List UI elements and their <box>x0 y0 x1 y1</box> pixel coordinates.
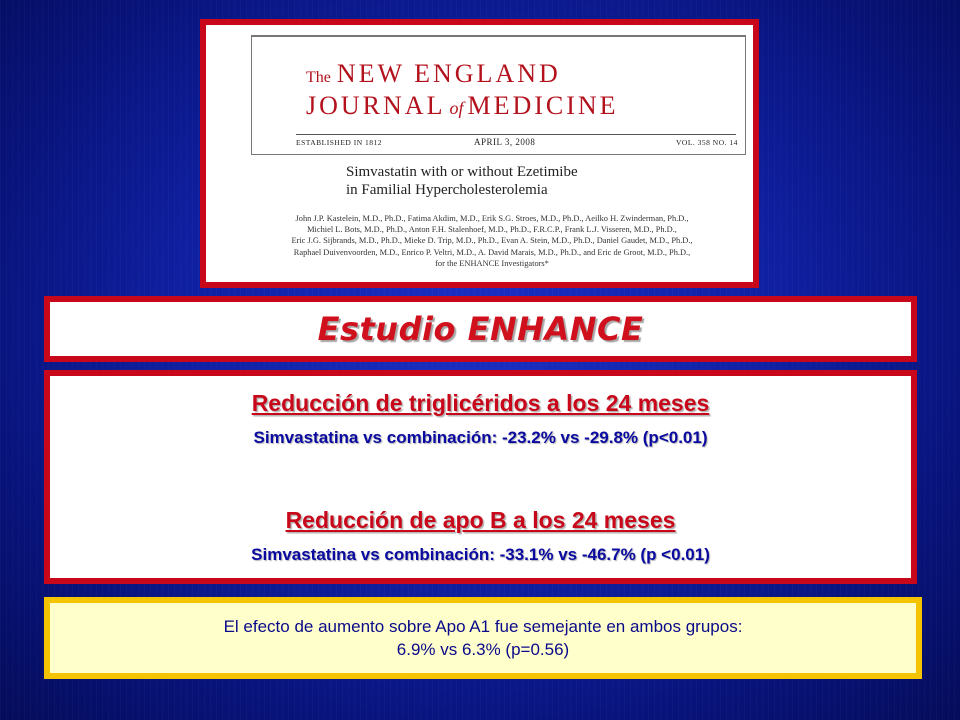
nejm-article-page <box>206 25 753 282</box>
journal-established: ESTABLISHED IN 1812 <box>296 138 382 147</box>
journal-name-line1 <box>306 59 561 89</box>
journal-new-england: NEW ENGLAND <box>336 59 561 88</box>
journal-medicine: MEDICINE <box>467 91 619 120</box>
slide-title-box <box>44 296 917 362</box>
triglycerides-result: Simvastatina vs combinación: -23.2% vs -29.8% (p<0.01) <box>253 428 708 447</box>
article-title-line2: in Familial Hypercholesterolemia <box>346 182 548 198</box>
journal-meta <box>296 134 736 149</box>
apob-heading: Reducción de apo B a los 24 meses <box>285 507 676 533</box>
results-inner <box>50 376 911 578</box>
results-box <box>44 370 917 584</box>
journal-the: The <box>306 69 331 86</box>
journal-name-line2 <box>306 91 619 121</box>
journal-volume: VOL. 358 NO. 14 <box>676 138 738 147</box>
author-line: for the ENHANCE Investigators* <box>435 258 549 268</box>
journal-journal: JOURNAL <box>306 91 446 120</box>
author-list <box>242 213 742 269</box>
author-line: Raphael Duivenvoorden, M.D., Enrico P. Veltri, M.D., A. David Marais, M.D., Ph.D., and Eric de Groot, M.D., Ph.D., <box>293 247 691 257</box>
apoa1-note-inner <box>50 603 916 673</box>
author-line: John J.P. Kastelein, M.D., Ph.D., Fatima Akdim, M.D., Erik S.G. Stroes, M.D., Ph.D., Aeilko H. Zwinderman, Ph.D., <box>295 214 689 223</box>
author-line: Michiel L. Bots, M.D., Ph.D., Anton F.H. Stalenhoef, M.D., Ph.D., F.R.C.P., Frank L.J. Visseren, M.D., Ph.D., <box>307 225 677 235</box>
slide-title: Estudio ENHANCE <box>317 310 644 348</box>
journal-of: of <box>449 98 464 118</box>
article-title <box>346 163 578 199</box>
apoa1-note-box <box>44 597 922 679</box>
nejm-article-image <box>200 19 759 288</box>
author-line: Eric J.G. Sijbrands, M.D., Ph.D., Mieke D. Trip, M.D., Ph.D., Evan A. Stein, M.D., Ph.D., Daniel Gaudet, M.D., Ph.D., <box>291 236 693 246</box>
apoa1-note-line1: El efecto de aumento sobre Apo A1 fue semejante en ambos grupos: <box>223 617 743 636</box>
slide-title-inner <box>50 302 911 356</box>
triglycerides-heading: Reducción de triglicéridos a los 24 meses <box>251 390 710 416</box>
apoa1-note-line2: 6.9% vs 6.3% (p=0.56) <box>396 640 570 659</box>
apob-result: Simvastatina vs combinación: -33.1% vs -46.7% (p <0.01) <box>251 545 710 564</box>
article-title-line1: Simvastatin with or without Ezetimibe <box>346 164 578 180</box>
journal-date: APRIL 3, 2008 <box>474 137 536 147</box>
